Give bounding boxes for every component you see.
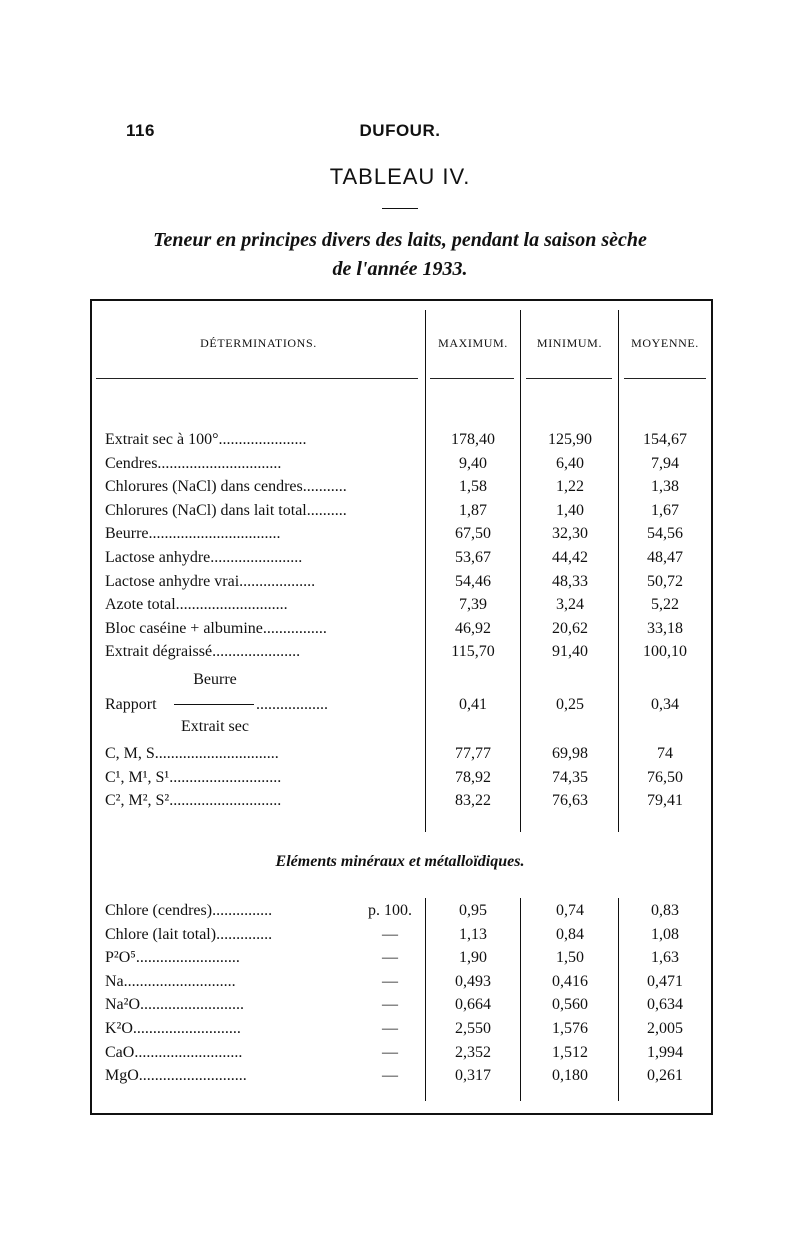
row-maximum: 1,58 [459,478,487,496]
table-row [0,970,800,994]
row-moyenne: 1,994 [647,1043,683,1061]
table-row [0,1041,800,1065]
row-minimum: 0,84 [556,925,584,943]
row-moyenne: 0,83 [651,902,679,919]
row-maximum: 0,493 [455,972,491,990]
row-moyenne: 50,72 [647,572,683,590]
row-moyenne: 54,56 [647,525,683,543]
row-label: Chlorures (NaCl) dans lait total.......... [105,501,347,519]
row-moyenne: 48,47 [647,549,683,566]
row-label: MgO........................... [105,1067,247,1085]
row-minimum: 0,560 [552,996,588,1014]
row-label: Chlore (cendres)............... [105,902,273,919]
row-unit: — [382,949,398,967]
table-row [0,789,800,813]
row-maximum: 78,92 [455,768,491,786]
table-row [0,766,800,790]
row-label: Cendres............................... [105,454,282,472]
table-border-top [90,299,713,301]
row-unit: — [382,972,398,990]
row-maximum: 0,95 [459,902,487,919]
table-row [0,617,800,641]
row-moyenne: 0,471 [647,972,683,990]
row-minimum: 1,512 [552,1043,588,1061]
row-minimum: 20,62 [552,619,588,637]
row-maximum: 46,92 [455,619,491,637]
row-unit: p. 100. [368,902,412,919]
row-unit: — [382,1043,398,1061]
header-rule-1 [96,378,418,379]
ratio-min: 0,25 [556,696,584,713]
row-minimum: 1,576 [552,1020,588,1037]
row-moyenne: 100,10 [643,643,687,661]
row-moyenne: 154,67 [643,431,687,448]
table-row [0,899,800,923]
row-minimum: 69,98 [552,745,588,762]
row-moyenne: 1,08 [651,925,679,943]
ratio-dots: .................. [256,696,328,713]
table-row [0,546,800,570]
caption-line-1: Teneur en principes divers des laits, pendant la saison sèche [153,229,647,251]
row-minimum: 6,40 [556,454,584,472]
table-row [0,923,800,947]
row-maximum: 54,46 [455,572,491,590]
column-header-determinations: DÉTERMINATIONS. [200,336,317,350]
row-label: C², M², S²............................ [105,792,282,810]
row-label: Chlorures (NaCl) dans cendres........... [105,478,347,496]
caption-line-2: de l'année 1933. [332,258,468,280]
ratio-numerator: Beurre [193,671,237,688]
row-maximum: 1,87 [459,501,487,519]
row-label: P²O⁵.......................... [105,949,240,967]
row-maximum: 1,90 [459,949,487,967]
ratio-avg: 0,34 [651,696,679,713]
row-minimum: 32,30 [552,525,588,543]
row-minimum: 1,22 [556,478,584,496]
row-moyenne: 0,261 [647,1067,683,1085]
row-moyenne: 5,22 [651,596,679,614]
row-label: C¹, M¹, S¹............................ [105,768,282,786]
table-row [0,1064,800,1088]
table-row [0,1017,800,1041]
column-header-moyenne: MOYENNE. [631,336,699,350]
row-label: Lactose anhydre....................... [105,549,303,566]
table-row [0,593,800,617]
row-label: Na............................ [105,972,236,990]
table-row [0,946,800,970]
table-row [0,428,800,452]
row-label: K²O........................... [105,1020,241,1037]
row-unit: — [382,925,398,943]
row-label: C, M, S............................... [105,745,279,762]
row-label: Na²O.......................... [105,996,245,1014]
row-maximum: 2,352 [455,1043,491,1061]
row-minimum: 0,74 [556,902,584,919]
row-moyenne: 0,634 [647,996,683,1014]
table-row [0,742,800,766]
row-minimum: 44,42 [552,549,588,566]
row-minimum: 125,90 [548,431,592,448]
row-label: Bloc caséine + albumine................ [105,619,327,637]
row-label: Chlore (lait total).............. [105,925,273,943]
row-moyenne: 74 [657,745,673,762]
table-row [0,640,800,664]
row-minimum: 0,416 [552,972,588,990]
row-maximum: 0,317 [455,1067,491,1085]
row-moyenne: 2,005 [647,1020,683,1037]
column-header-maximum: MAXIMUM. [438,336,508,350]
row-minimum: 91,40 [552,643,588,661]
section-heading: Eléments minéraux et métalloïdiques. [275,853,525,870]
row-moyenne: 33,18 [647,619,683,637]
ratio-row [0,693,800,717]
row-moyenne: 76,50 [647,768,683,786]
table-border-bottom [90,1113,713,1115]
row-moyenne: 1,63 [651,949,679,967]
row-maximum: 115,70 [451,643,495,661]
row-maximum: 7,39 [459,596,487,614]
table-title: TABLEAU IV. [329,164,471,189]
row-maximum: 83,22 [455,792,491,810]
row-label: Extrait dégraissé...................... [105,643,301,661]
row-maximum: 0,664 [455,996,491,1014]
table-row [0,499,800,523]
ratio-denominator: Extrait sec [181,718,249,735]
row-maximum: 77,77 [455,745,491,762]
row-minimum: 1,40 [556,501,584,519]
ratio-label: Rapport [105,696,157,713]
row-moyenne: 1,67 [651,501,679,519]
page-number: 116 [126,121,155,140]
table-row [0,570,800,594]
row-maximum: 2,550 [455,1020,491,1037]
row-moyenne: 79,41 [647,792,683,810]
row-maximum: 1,13 [459,925,487,943]
table-row [0,452,800,476]
table-row [0,522,800,546]
row-moyenne: 7,94 [651,454,679,472]
header-rule-3 [526,378,612,379]
ratio-fraction-bar [174,704,254,705]
row-minimum: 74,35 [552,768,588,786]
running-head: DUFOUR. [359,121,441,140]
table-row [0,993,800,1017]
row-maximum: 9,40 [459,454,487,472]
row-moyenne: 1,38 [651,478,679,496]
ratio-max: 0,41 [459,696,487,713]
row-unit: — [382,1020,398,1037]
row-maximum: 53,67 [455,549,491,566]
row-minimum: 0,180 [552,1067,588,1085]
table-row [0,475,800,499]
row-minimum: 48,33 [552,572,588,590]
row-label: Lactose anhydre vrai................... [105,572,316,590]
row-label: Azote total............................ [105,596,288,614]
header-rule-4 [624,378,706,379]
header-rule-2 [430,378,514,379]
row-minimum: 1,50 [556,949,584,967]
row-label: Beurre................................. [105,525,281,543]
row-unit: — [382,996,398,1014]
row-maximum: 178,40 [451,431,495,448]
column-header-minimum: MINIMUM. [536,336,603,350]
row-unit: — [382,1067,398,1085]
row-label: Extrait sec à 100°...................... [105,431,307,448]
row-minimum: 76,63 [552,792,588,810]
row-label: CaO........................... [105,1043,243,1061]
title-rule [382,208,418,209]
row-maximum: 67,50 [455,525,491,543]
row-minimum: 3,24 [556,596,584,614]
